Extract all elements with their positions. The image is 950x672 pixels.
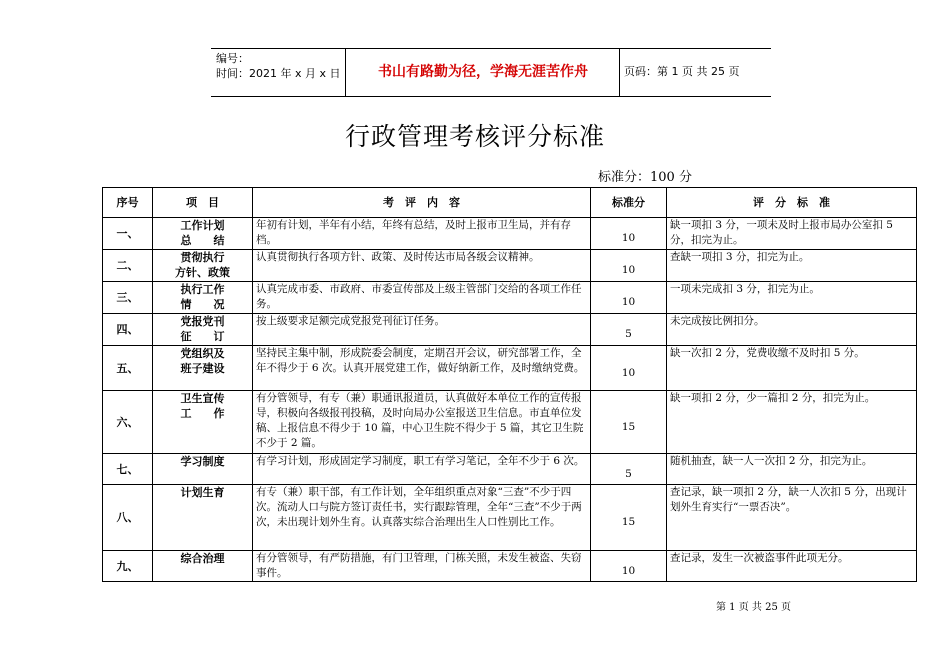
row-criteria: 随机抽查，缺一人一次扣 2 分，扣完为止。: [667, 454, 917, 485]
row-number: 四、: [103, 314, 153, 346]
row-number: 八、: [103, 485, 153, 551]
row-content: 认真贯彻执行各项方针、政策、及时传达市局各级会议精神。: [253, 250, 591, 282]
row-score: [591, 218, 667, 250]
row-criteria: 缺一项扣 2 分，少一篇扣 2 分，扣完为止。: [667, 391, 917, 454]
item-line: 总 结: [180, 234, 225, 247]
score-value: 5: [625, 467, 632, 480]
row-criteria: 查记录，发生一次被盗事件此项无分。: [667, 551, 917, 582]
table-row: [103, 551, 917, 582]
row-score: [591, 282, 667, 314]
header-divider: [619, 48, 620, 96]
assessment-table: [102, 187, 917, 582]
header-criteria: 评 分 标 准: [667, 188, 917, 218]
header-score: 标准分: [591, 188, 667, 218]
row-content: 有专（兼）职干部，有工作计划，全年组织重点对象“三查”不少于四次。流动人口与院方签订责任书，实行跟踪管理，全年“三查”不少于两次，未出现计划外生育。认真落实综合治理出生人口性别比工作。: [253, 485, 591, 551]
row-content: 有学习计划，形成固定学习制度，职工有学习笔记，全年不少于 6 次。: [253, 454, 591, 485]
row-item: [153, 282, 253, 314]
score-value: 10: [621, 264, 636, 276]
item-line: 工 作: [180, 407, 225, 420]
item-line: 党报党刊: [180, 315, 225, 328]
row-content: 年初有计划，半年有小结，年终有总结，及时上报市卫生局，并有存档。: [253, 218, 591, 250]
serial-label: 编号：: [216, 52, 249, 65]
header-no: 序号: [103, 188, 153, 218]
row-item: [153, 314, 253, 346]
row-item: [153, 218, 253, 250]
header-info: [216, 51, 341, 81]
item-line: 工作计划: [180, 219, 225, 232]
item-line: 情 况: [180, 298, 225, 311]
row-criteria: 缺一项扣 3 分，一项未及时上报市局办公室扣 5 分，扣完为止。: [667, 218, 917, 250]
item-line: 班子建设: [180, 362, 225, 375]
row-criteria: 未完成按比例扣分。: [667, 314, 917, 346]
table-row: [103, 485, 917, 551]
table-row: [103, 391, 917, 454]
row-criteria: 一项未完成扣 3 分，扣完为止。: [667, 282, 917, 314]
header-page-number: 页码：第 1 页 共 25 页: [624, 65, 740, 78]
item-line: 计划生育: [180, 486, 225, 499]
row-content: 认真完成市委、市政府、市委宣传部及上级主管部门交给的各项工作任务。: [253, 282, 591, 314]
score-value: 15: [621, 516, 636, 528]
item-line: 方针、政策: [175, 266, 230, 279]
row-score: [591, 346, 667, 391]
row-number: 六、: [103, 391, 153, 454]
row-item: [153, 391, 253, 454]
row-criteria: 缺一次扣 2 分，党费收缴不及时扣 5 分。: [667, 346, 917, 391]
score-value: 10: [621, 366, 636, 379]
score-value: 10: [621, 296, 636, 308]
document-title: 行政管理考核评分标准: [344, 122, 605, 151]
header-motto: 书山有路勤为径，学海无涯苦作舟: [378, 64, 588, 80]
score-value: 5: [625, 328, 632, 340]
row-item: [153, 454, 253, 485]
row-content: 按上级要求足额完成党报党刊征订任务。: [253, 314, 591, 346]
row-item: [153, 346, 253, 391]
row-score: [591, 485, 667, 551]
header-content: 考 评 内 容: [253, 188, 591, 218]
row-number: 五、: [103, 346, 153, 391]
score-value: 10: [621, 564, 636, 577]
row-item: [153, 551, 253, 582]
item-line: 贯彻执行: [180, 251, 225, 264]
row-score: [591, 250, 667, 282]
row-criteria: 查缺一项扣 3 分，扣完为止。: [667, 250, 917, 282]
row-score: [591, 314, 667, 346]
item-line: 征 订: [180, 330, 225, 343]
item-line: 卫生宣传: [180, 392, 225, 405]
row-content: 有分管领导，有专（兼）职通讯报道员，认真做好本单位工作的宣传报导，积极向各级报刊投稿，及时向局办公室报送卫生信息。市直单位发稿、上报信息不得少于 10 篇，中心卫生院不得少于 5 篇，其它卫生院不少于 2 篇。: [253, 391, 591, 454]
standard-score: 标准分：100 分: [598, 170, 692, 185]
row-criteria: 查记录，缺一项扣 2 分，缺一人次扣 5 分，出现计划外生育实行“一票否决”。: [667, 485, 917, 551]
table-header-row: [103, 188, 917, 218]
row-item: [153, 485, 253, 551]
row-number: 三、: [103, 282, 153, 314]
row-number: 九、: [103, 551, 153, 582]
table-row: [103, 218, 917, 250]
row-number: 一、: [103, 218, 153, 250]
header-top-rule: [211, 48, 771, 49]
footer-page-number: 第 1 页 共 25 页: [716, 602, 791, 613]
table-row: [103, 346, 917, 391]
header-bottom-rule: [211, 96, 771, 97]
table-row: [103, 250, 917, 282]
time-label: 时间：2021 年 x 月 x 日: [216, 67, 341, 80]
row-score: [591, 551, 667, 582]
row-item: [153, 250, 253, 282]
item-line: 执行工作: [180, 283, 225, 296]
table-row: [103, 314, 917, 346]
header-divider: [345, 48, 346, 96]
score-value: 10: [621, 232, 636, 244]
row-content: 坚持民主集中制，形成院委会制度，定期召开会议，研究部署工作，全年不得少于 6 次。认真开展党建工作，做好纳新工作，及时缴纳党费。: [253, 346, 591, 391]
item-line: 党组织及: [180, 347, 225, 360]
row-score: [591, 454, 667, 485]
table-row: [103, 454, 917, 485]
header-item: 项 目: [153, 188, 253, 218]
row-number: 二、: [103, 250, 153, 282]
score-value: 15: [621, 420, 636, 433]
table-row: [103, 282, 917, 314]
row-content: 有分管领导，有严防措施，有门卫管理，门栋关照，未发生被盗、失窃事件。: [253, 551, 591, 582]
row-number: 七、: [103, 454, 153, 485]
item-line: 综合治理: [180, 552, 225, 565]
item-line: 学习制度: [180, 455, 225, 468]
row-score: [591, 391, 667, 454]
